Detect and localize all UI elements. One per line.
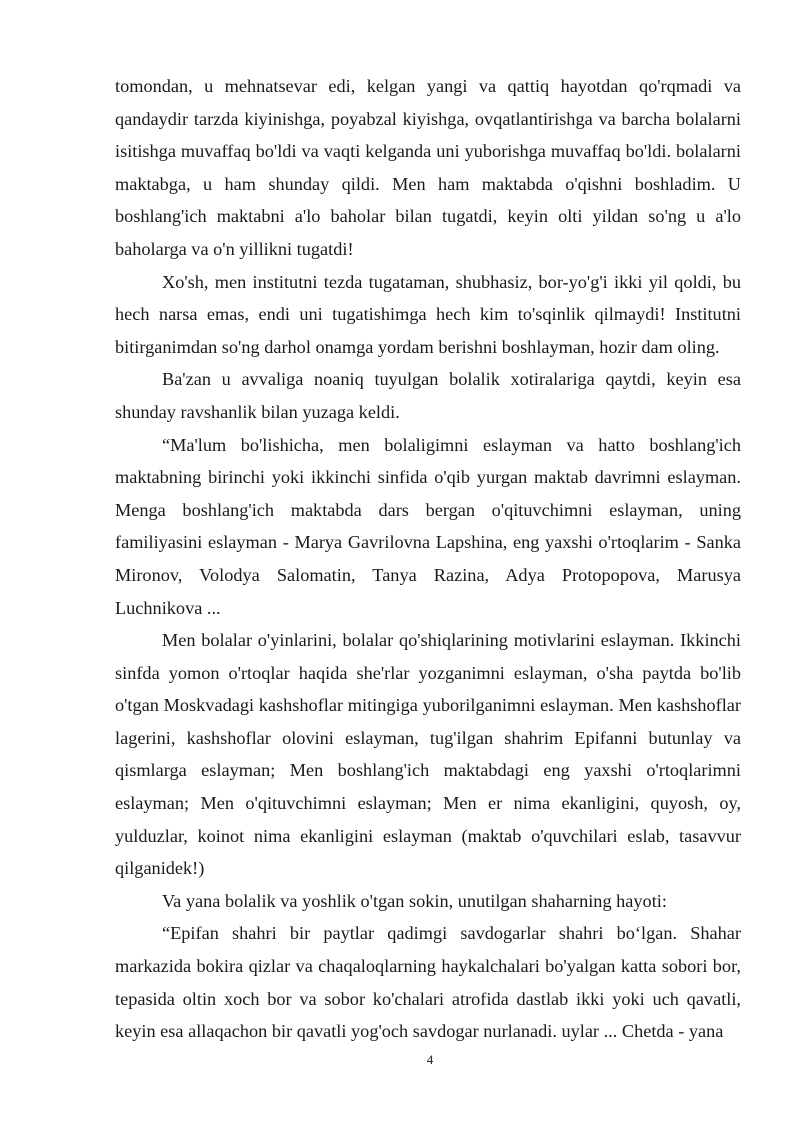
paragraph-7: “Epifan shahri bir paytlar qadimgi savdogarlar shahri bo‘lgan. Shahar markazida bokira qizlar va chaqaloqlarning haykalchalari bo'yalgan katta sobori bor, tepasida oltin xoch bor va sobor ko'chalari atrofida dastlab ikki yoki uch qavatli, keyin esa allaqachon bir qavatli yog'och savdogar nurlanadi. uylar ... Chetda - yana — [115, 923, 741, 1042]
body-text — [115, 70, 741, 1048]
paragraph-4: “Ma'lum bo'lishicha, men bolaligimni eslayman va hatto boshlang'ich maktabning birinchi yoki ikkinchi sinfida o'qib yurgan maktab davrimni eslayman. Menga boshlang'ich maktabda dars bergan o'qituvchimni eslayman, uning familiyasini eslayman - Marya Gavrilovna Lapshina, eng yaxshi o'rtoqlarim - Sanka Mironov, Volodya Salomatin, Tanya Razina, Adya Protopopova, Marusya Luchnikova ... — [115, 434, 741, 618]
paragraph-1: tomondan, u mehnatsevar edi, kelgan yangi va qattiq hayotdan qo'rqmadi va qandaydir tarzda kiyinishga, poyabzal kiyishga, ovqatlantirishga va barcha bolalarni isitishga muvaffaq bo'ldi va vaqti kelganda uni yuborishga muvaffaq bo'ldi. bolalarni maktabga, u ham shunday qildi. Men ham maktabda o'qishni boshladim. U boshlang'ich maktabni a'lo baholar bilan tugatdi, keyin olti yildan so'ng u a'lo baholarga va o'n yillikni tugatdi! — [115, 76, 741, 259]
paragraph-5: Men bolalar o'yinlarini, bolalar qo'shiqlarining motivlarini eslayman. Ikkinchi sinfda yomon o'rtoqlar haqida she'rlar yozganimni eslayman, o'sha paytda bo'lib o'tgan Moskvadagi kashshoflar mitingiga yuborilganimni eslayman. Men kashshoflar lagerini, kashshoflar olovini eslayman, tug'ilgan shahrim Epifanni butunlay va qismlarga eslayman; Men boshlang'ich maktabdagi eng yaxshi o'rtoqlarimni eslayman; Men o'qituvchimni eslayman; Men er nima ekanligini, quyosh, oy, yulduzlar, koinot nima ekanligini eslayman (maktab o'quvchilari eslab, tasavvur qilganidek!) — [115, 630, 741, 879]
paragraph-6: Va yana bolalik va yoshlik o'tgan sokin, unutilgan shaharning hayoti: — [162, 890, 667, 911]
page-number: 4 — [426, 1052, 434, 1067]
paragraph-2: Xo'sh, men institutni tezda tugataman, shubhasiz, bor-yo'g'i ikki yil qoldi, bu hech narsa emas, endi uni tugatishimga hech kim to'sqinlik qilmaydi! Institutni bitirganimdan so'ng darhol onamga yordam berishni boshlayman, hozir dam oling. — [115, 271, 741, 357]
paragraph-3: Ba'zan u avvaliga noaniq tuyulgan bolalik xotiralariga qaytdi, keyin esa shunday ravshanlik bilan yuzaga keldi. — [115, 369, 741, 422]
